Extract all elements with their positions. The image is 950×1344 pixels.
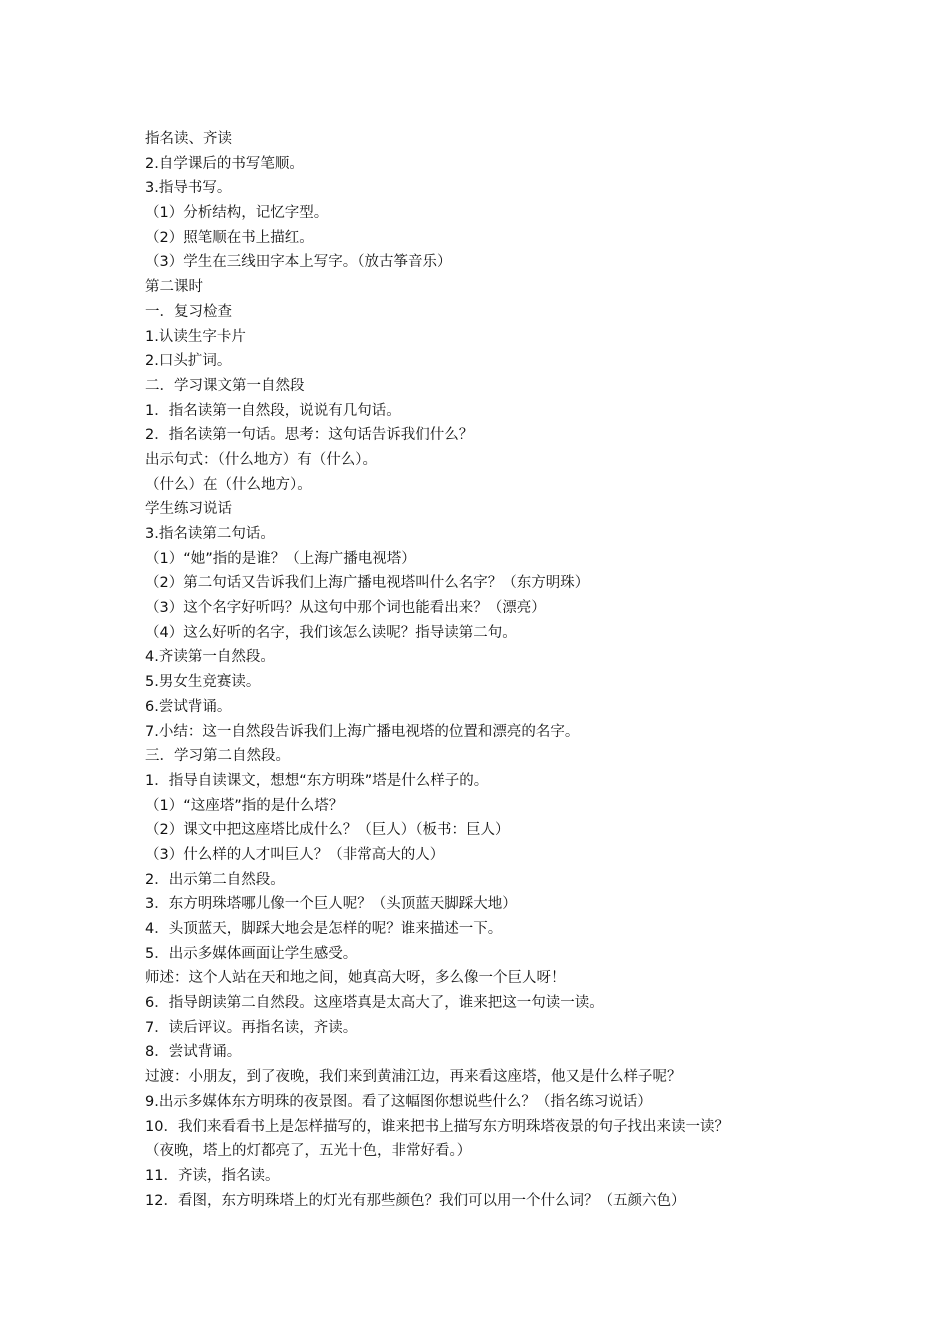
text-line: 6.尝试背诵。 <box>145 698 232 715</box>
text-line: 5．出示多媒体画面让学生感受。 <box>145 945 358 962</box>
text-line: 3.指导书写。 <box>145 180 232 197</box>
text-line: 7.小结：这一自然段告诉我们上海广播电视塔的位置和漂亮的名字。 <box>145 723 580 740</box>
text-line: （什么）在（什么地方）。 <box>145 476 312 493</box>
text-line: 5.男女生竞赛读。 <box>145 674 261 691</box>
text-line: （2）课文中把这座塔比成什么？（巨人）（板书：巨人） <box>145 822 510 839</box>
text-line: 1．指导自读课文，想想“东方明珠”塔是什么样子的。 <box>145 772 489 789</box>
text-line: 3.指名读第二句话。 <box>145 526 275 542</box>
section-heading: 一．复习检查 <box>145 303 232 320</box>
text-line: 2.自学课后的书写笔顺。 <box>145 155 304 172</box>
text-line: 9.出示多媒体东方明珠的夜景图。看了这幅图你想说些什么？（指名练习说话） <box>145 1093 652 1110</box>
text-line: 师述：这个人站在天和地之间，她真高大呀，多么像一个巨人呀！ <box>145 970 566 987</box>
text-line: （2）第二句话又告诉我们上海广播电视塔叫什么名字？（东方明珠） <box>145 575 590 592</box>
text-line: （4）这么好听的名字，我们该怎么读呢？指导读第二句。 <box>145 624 517 641</box>
section-heading: 二．学习课文第一自然段 <box>145 377 305 394</box>
text-line: 8．尝试背诵。 <box>145 1044 242 1061</box>
text-line: 4．头顶蓝天，脚踩大地会是怎样的呢？谁来描述一下。 <box>145 921 503 937</box>
text-line: （夜晚，塔上的灯都亮了，五光十色，非常好看。） <box>145 1143 472 1160</box>
text-line: 7．读后评议。再指名读，齐读。 <box>145 1019 358 1036</box>
text-line: 指名读、齐读 <box>145 131 232 147</box>
text-line: （3）什么样的人才叫巨人？（非常高大的人） <box>145 846 445 863</box>
document-body <box>145 127 825 1213</box>
text-line: 2.口头扩词。 <box>145 353 232 370</box>
section-heading: 第二课时 <box>145 279 203 296</box>
text-line: （3）学生在三线田字本上写字。（放古筝音乐） <box>145 254 452 271</box>
text-line: 2．指名读第一句话。思考：这句话告诉我们什么？ <box>145 427 474 444</box>
text-line: 1．指名读第一自然段，说说有几句话。 <box>145 402 401 419</box>
text-line: （1）“这座塔”指的是什么塔？ <box>145 797 344 814</box>
text-line: （1）分析结构，记忆字型。 <box>145 205 329 222</box>
text-line: 12．看图，东方明珠塔上的灯光有那些颜色？我们可以用一个什么词？（五颜六色） <box>145 1192 686 1209</box>
text-line: （2）照笔顺在书上描红。 <box>145 229 314 246</box>
text-line: 11．齐读，指名读。 <box>145 1167 280 1184</box>
text-line: 1.认读生字卡片 <box>145 328 246 345</box>
text-line: 10．我们来看看书上是怎样描写的，谁来把书上描写东方明珠塔夜景的句子找出来读一读？ <box>145 1118 729 1135</box>
section-heading: 三．学习第二自然段。 <box>145 748 290 765</box>
text-line: 过渡：小朋友，到了夜晚，我们来到黄浦江边，再来看这座塔，他又是什么样子呢？ <box>145 1069 682 1086</box>
text-line: 学生练习说话 <box>145 501 232 518</box>
text-line: 3．东方明珠塔哪儿像一个巨人呢？（头顶蓝天脚踩大地） <box>145 896 517 913</box>
text-line: 2．出示第二自然段。 <box>145 871 285 888</box>
text-line: 出示句式：（什么地方）有（什么）。 <box>145 451 377 468</box>
text-line: （1）“她”指的是谁？（上海广播电视塔） <box>145 550 416 567</box>
text-line: 6．指导朗读第二自然段。这座塔真是太高大了，谁来把这一句读一读。 <box>145 995 604 1012</box>
text-line: 4.齐读第一自然段。 <box>145 649 275 666</box>
text-line: （3）这个名字好听吗？从这句中那个词也能看出来？（漂亮） <box>145 600 546 617</box>
